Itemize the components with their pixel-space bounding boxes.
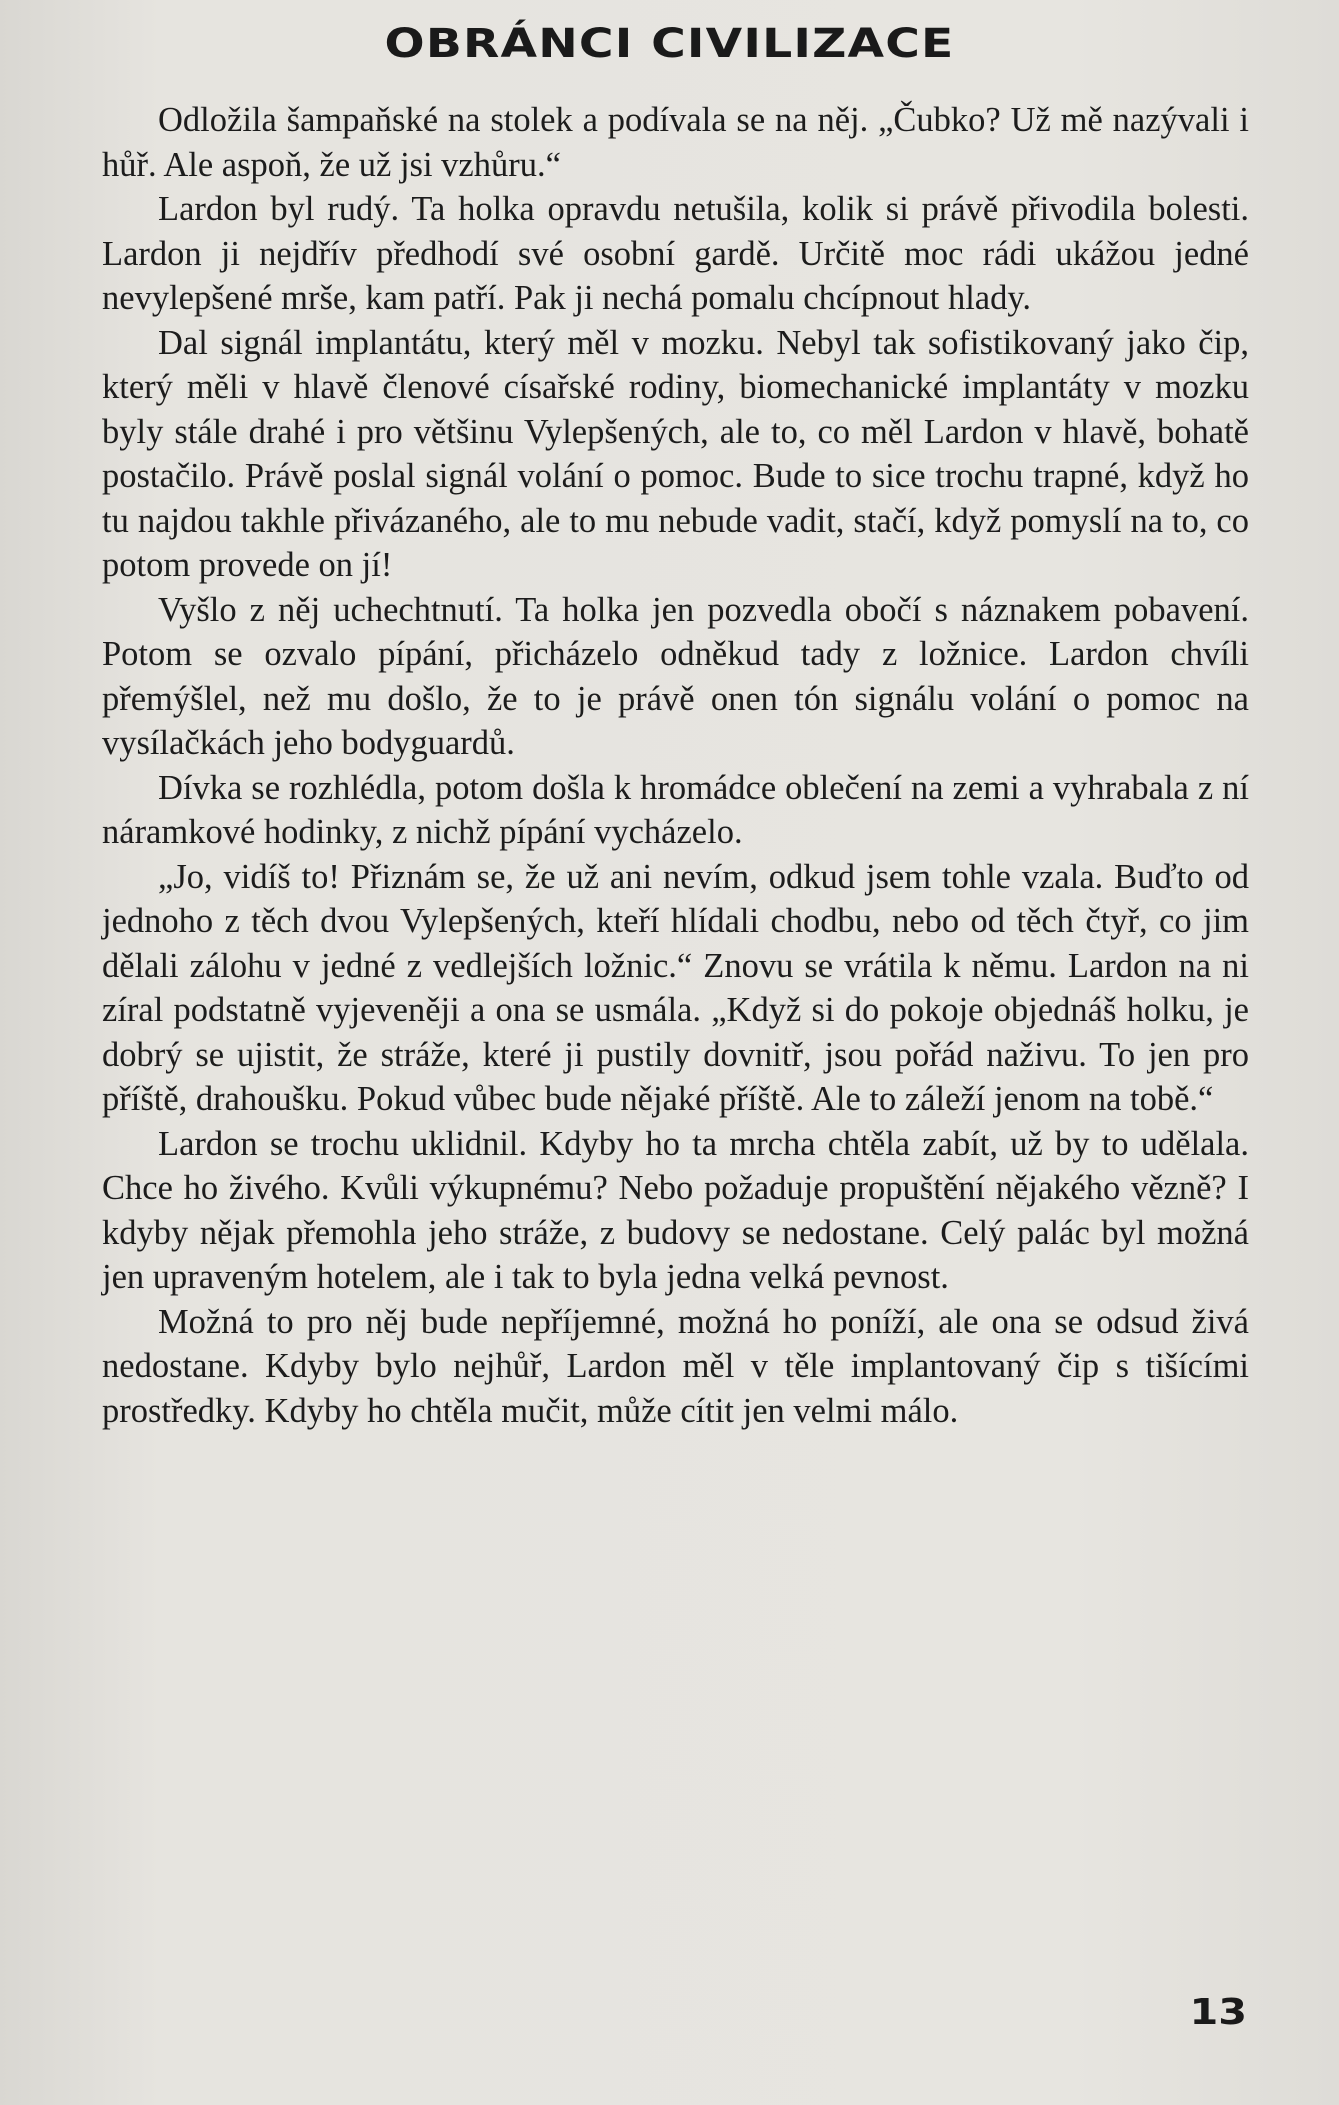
page-number: 13 [1189,1992,1247,2033]
body-text [102,98,1249,1433]
paragraph: Možná to pro něj bude nepříjemné, možná ho poníží, ale ona se odsud živá nedostane. Kdyby bylo nejhůř, Lardon měl v těle implantovaný čip s tišícími prostředky. Kdyby ho chtěla mučit, může cítit jen velmi málo. [102,1302,1249,1430]
paragraph: Lardon se trochu uklidnil. Kdyby ho ta mrcha chtěla zabít, už by to udělala. Chce ho živého. Kvůli výkupnému? Nebo požaduje propuštění nějakého vězně? I kdyby nějak přemohla jeho stráže, z budovy se nedostane. Celý palác byl možná jen upraveným hotelem, ale i tak to byla jedna velká pevnost. [102,1124,1249,1296]
paragraph: Lardon byl rudý. Ta holka opravdu netušila, kolik si právě přivodila bolesti. Lardon ji nejdřív předhodí své osobní gardě. Určitě moc rádi ukážou jedné nevylepšené mrše, kam patří. Pak ji nechá pomalu chcípnout hlady. [102,190,1249,317]
paragraph: Dívka se rozhlédla, potom došla k hromádce oblečení na zemi a vyhrabala z ní náramkové hodinky, z nichž pípání vycházelo. [102,768,1249,851]
paragraph: Dal signál implantátu, který měl v mozku. Nebyl tak sofistikovaný jako čip, který měli v hlavě členové císařské rodiny, biomechanické implantáty v mozku byly stále drahé i pro většinu Vylepšených, ale to, co měl Lardon v hlavě, bohatě postačilo. Právě poslal signál volání o pomoc. Bude to sice trochu trapné, když ho tu najdou takhle přivázaného, ale to mu nebude vadit, stačí, když pomyslí na to, co potom provede on jí! [102,323,1249,584]
paragraph: Vyšlo z něj uchechtnutí. Ta holka jen pozvedla obočí s náznakem pobavení. Potom se ozvalo pípání, přicházelo odněkud tady z ložnice. Lardon chvíli přemýšlel, než mu došlo, že to je právě onen tón signálu volání o pomoc na vysílačkách jeho bodyguardů. [102,590,1249,762]
paragraph: Odložila šampaňské na stolek a podívala se na něj. „Čubko? Už mě nazývali i hůř. Ale aspoň, že už jsi vzhůru.“ [102,101,1249,184]
running-title: OBRÁNCI CIVILIZACE [384,21,955,67]
paragraph: „Jo, vidíš to! Přiznám se, že už ani nevím, odkud jsem tohle vzala. Buďto od jednoho z těch dvou Vylepšených, kteří hlídali chodbu, nebo od těch čtyř, co jim dělali zálohu v jedné z vedlejších ložnic.“ Znovu se vrátila k němu. Lardon na ni zíral podstatně vyjeveněji a ona se usmála. „Když si do pokoje objednáš holku, je dobrý se ujistit, že stráže, které ji pustily dovnitř, jsou pořád naživu. To jen pro příště, drahoušku. Pokud vůbec bude nějaké příště. Ale to záleží jenom na tobě.“ [102,857,1249,1118]
